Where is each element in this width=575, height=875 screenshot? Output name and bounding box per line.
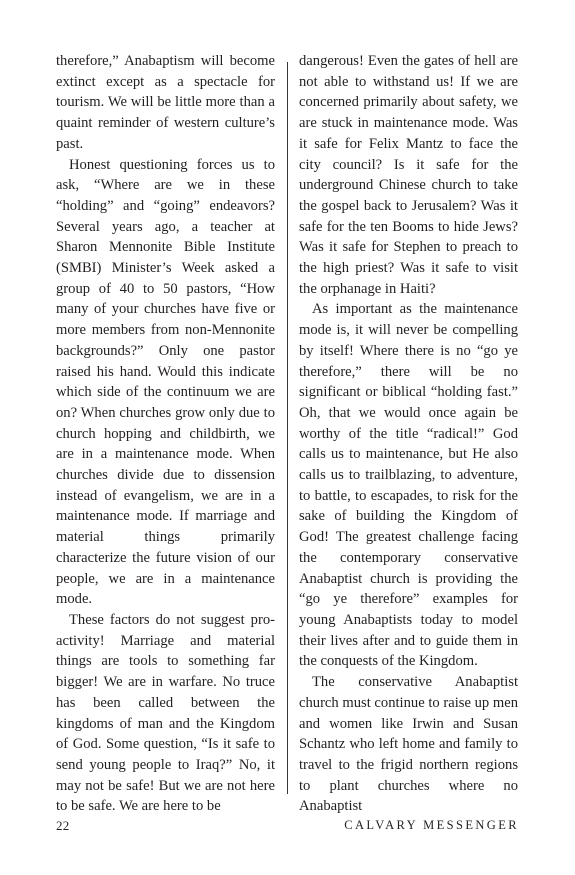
page-number: 22 <box>56 818 70 833</box>
publication-title: CALVARY MESSENGER <box>344 818 519 832</box>
left-column <box>56 51 275 817</box>
left-paragraph-1: therefore,” Anabaptism will become extinct except as a spectacle for tourism. We will be little more than a quaint reminder of western culture’s past. <box>56 53 275 152</box>
right-paragraph-1: dangerous! Even the gates of hell are not able to withstand us! If we are concerned primarily about safety, we are stuck in maintenance mode. Was it safe for Felix Mantz to face the city council? Is it safe for the underground Chinese church to take the gospel back to Jerusalem? Was it safe for the ten Booms to hide Jews? Was it safe for Stephen to preach to the high priest? Was it safe to visit the orphanage in Haiti? <box>299 53 518 297</box>
left-paragraph-3: These factors do not suggest pro-activity! Marriage and material things are tools to something far bigger! We are in warfare. No truce has been called between the kingdoms of man and the Kingdom of God. Some question, “Is it safe to send young people to Iraq?” No, it may not be safe! But we are not here to be safe. We are here to be <box>56 611 275 815</box>
right-paragraph-3: The conservative Anabaptist church must continue to raise up men and women like Irwin and Susan Schantz who left home and family to travel to the frigid northern regions to plant churches where no Anabaptist <box>299 674 518 815</box>
left-paragraph-2: Honest questioning forces us to ask, “Where are we in these “holding” and “going” endeavors? Several years ago, a teacher at Sharon Mennonite Bible Institute (SMBI) Minister’s Week asked a group of 40 to 50 pastors, “How many of your churches have five or more members from non-Mennonite backgrounds?” Only one pastor raised his hand. Would this indicate which side of the continuum we are on? When churches grow only due to church hopping and childbirth, we are in a maintenance mode. When churches divide due to dissension instead of evangelism, we are in a maintenance mode. If marriage and material things primarily characterize the future vision of our people, we are in a maintenance mode. <box>56 156 275 608</box>
right-column <box>299 51 518 817</box>
column-divider <box>287 62 288 794</box>
right-paragraph-2: As important as the maintenance mode is, it will never be compelling by itself! Where there is no “go ye therefore,” there will be no significant or biblical “holding fast.” Oh, that we would once again be worthy of the title “radical!” God calls us to maintenance, but He also calls us to trailblazing, to adventure, to battle, to escapades, to risk for the sake of building the Kingdom of God! The greatest challenge facing the contemporary conservative Anabaptist church is providing the “go ye therefore” examples for young Anabaptists today to model their lives after and to guide them in the conquests of the Kingdom. <box>299 301 518 670</box>
